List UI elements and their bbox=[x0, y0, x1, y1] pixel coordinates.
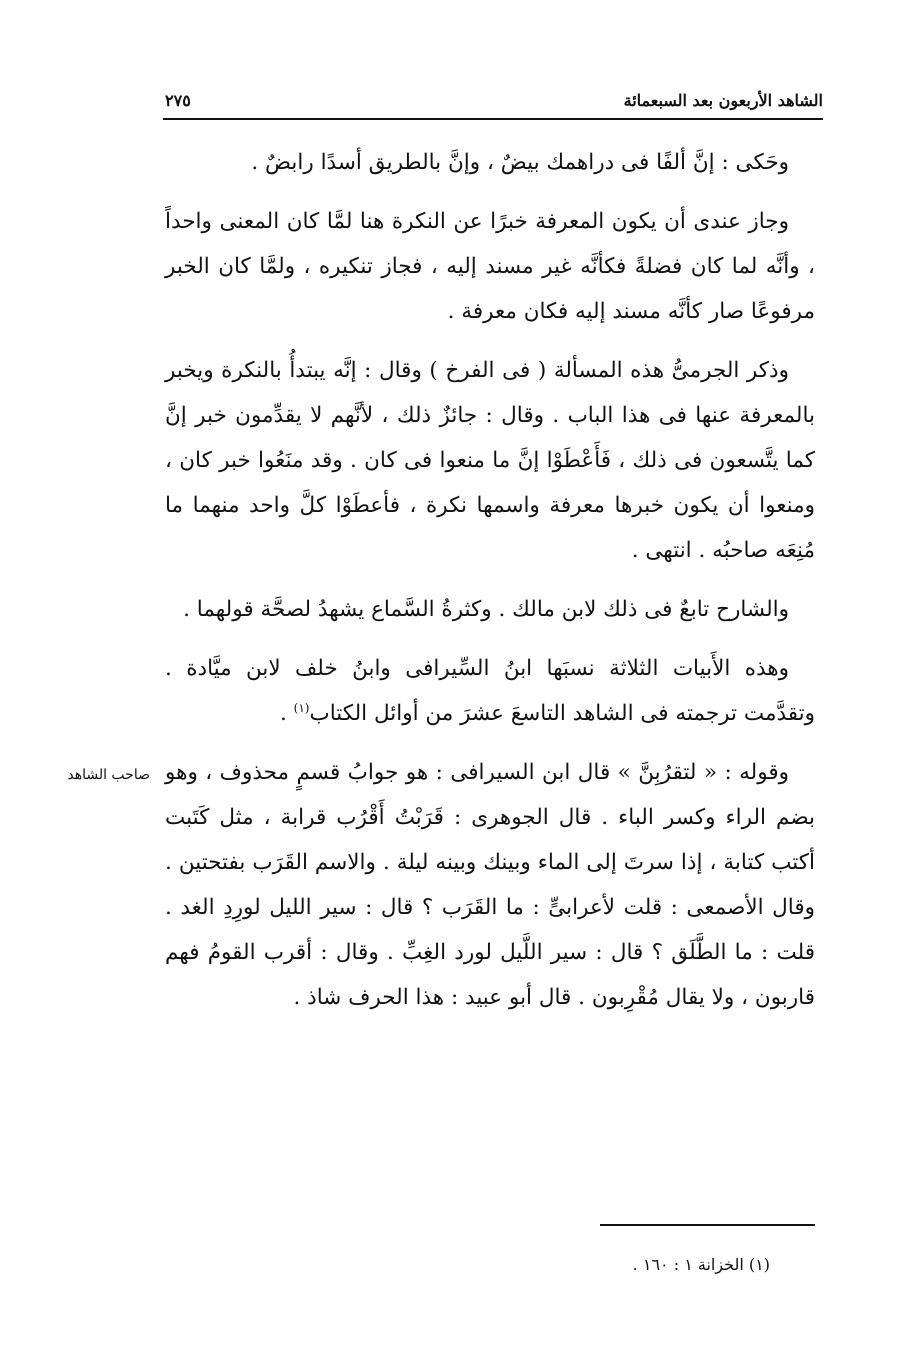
header-rule bbox=[163, 118, 823, 120]
margin-note: صاحب الشاهد bbox=[67, 767, 150, 783]
attribution-end: . bbox=[279, 701, 294, 726]
paragraph-4: والشارح تابعٌ فى ذلك لابن مالك . وكثرةُ السَّماع يشهدُ لصحَّة قولهما . bbox=[183, 597, 789, 622]
running-header bbox=[165, 86, 823, 114]
footnote-ref: (١) bbox=[293, 700, 310, 715]
paragraph-5 bbox=[165, 646, 815, 736]
paragraph-1: وحَكى : إنَّ ألفًا فى دراهمك بيضٌ ، وإنَّ بالطريق أسدًا رابضٌ . bbox=[251, 150, 789, 175]
header-title: الشاهد الأربعون بعد السبعمائة bbox=[623, 90, 823, 110]
page-number: ٢٧٥ bbox=[165, 90, 191, 110]
paragraph-2: وجاز عندى أن يكون المعرفة خبرًا عن النكرة هنا لمَّا كان المعنى واحداً ، وأنَّه لما كان فضلةً فكأنَّه غير مسند إليه ، فجاز تنكيره ، ولمَّا كان الخبر مرفوعًا صار كأنَّه مسند إليه فكان معرفة . bbox=[165, 209, 815, 324]
footnote-rule bbox=[600, 1224, 815, 1226]
paragraph-6: وقوله : « لتقرُبِنَّ » قال ابن السيرافى : هو جوابُ قسمٍ محذوف ، وهو بضم الراء وكسر الباء . قال الجوهرى : قَرَبْتُ أَقْرُب قرابة ، مثل كَتَبت أكتب كتابة ، إذا سرتَ إلى الماء وبينك وبينه ليلة . والاسم القَرَب بفتحتين . وقال الأصمعى : قلت لأعرابىٍّ : ما القَرَب ؟ قال : سير الليل لورِدِ الغد . قلت : ما الطَّلَق ؟ قال : سير اللَّيل لورد الغِبِّ . وقال : أقرب القومُ فهم قاربون ، ولا يقال مُقْرِبون . قال أبو عبيد : هذا الحرف شاذ . bbox=[165, 760, 815, 1010]
footnote: (١) الخزانة ١ : ١٦٠ . bbox=[632, 1255, 770, 1274]
attribution-text: وهذه الأَبيات الثلاثة نسبَها ابنُ السِّيرافى وابنُ خلف لابن ميَّادة . وتقدَّمت ترجمته فى الشاهد التاسعَ عشرَ من أوائل الكتاب bbox=[165, 656, 815, 726]
paragraph-3: وذكر الجرمىُّ هذه المسألة ( فى الفرخ ) وقال : إنَّه يبتدأُ بالنكرة ويخبر بالمعرفة عنها فى هذا الباب . وقال : جائزٌ ذلك ، لأنَّهم لا يقدِّمون خبر إنَّ كما يتَّسعون فى ذلك ، فَأَعْطَوْا إنَّ ما منعوا فى كان . وقد منَعُوا خبر كان ، ومنعوا أن يكون خبرها معرفة واسمها نكرة ، فأعطَوْا كلَّ واحد منهما ما مُنِعَه صاحبُه . انتهى . bbox=[165, 358, 815, 563]
main-text bbox=[165, 140, 815, 1034]
